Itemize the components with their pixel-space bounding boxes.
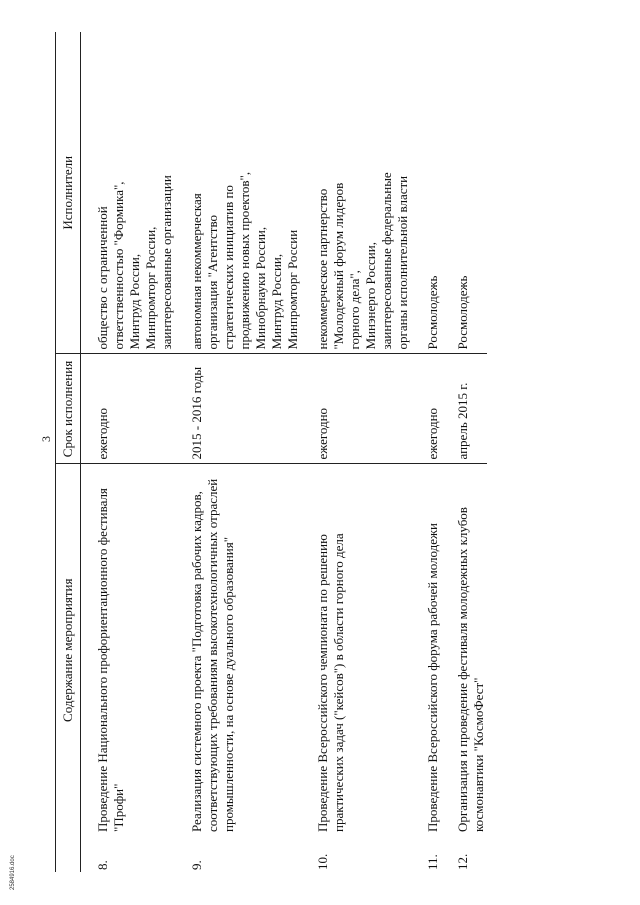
table-row (189, 32, 301, 872)
executor-line: стратегических инициатив по (221, 185, 236, 350)
executor-line: общество с ограниченной (95, 206, 110, 350)
row-number: 10. (315, 853, 330, 870)
row-number: 12. (455, 853, 470, 870)
executor-line: заинтересованные федеральные (379, 172, 394, 350)
row-description: Проведение Всероссийского форума рабочей молодежи (425, 523, 440, 832)
table-header-row (56, 32, 81, 872)
executor-line: горного дела", (347, 270, 362, 350)
executor-line: автономная некоммерческая (189, 193, 204, 350)
executor-line: некоммерческое партнерство (315, 188, 330, 350)
executor-line: Росмолодежь (425, 275, 440, 350)
executor-line: Минтруд России, (127, 253, 142, 350)
row-deadline: ежегодно (95, 354, 175, 464)
executor-line: организация "Агентство (205, 215, 220, 350)
executor-line: продвижению новых проектов", (237, 171, 252, 350)
page-number: 3 (39, 436, 53, 442)
row-number: 11. (425, 854, 440, 870)
header-deadline: Срок исполнения (56, 354, 81, 464)
table-row (455, 32, 487, 872)
executor-line: Минобрнауки России, (253, 226, 268, 350)
row-deadline: ежегодно (425, 354, 441, 464)
header-description: Содержание мероприятия (56, 464, 81, 836)
executor-line: Минэнерго России, (363, 242, 378, 350)
row-number: 9. (189, 860, 204, 870)
executor-line: органы исполнительной власти (395, 175, 410, 350)
executor-line: "Молодежный форум лидеров (331, 182, 346, 350)
row-deadline: ежегодно (315, 354, 411, 464)
executor-line: Росмолодежь (455, 275, 470, 350)
row-description: Организация и проведение фестиваля молодежных клубов космонавтики "КосмоФест" (455, 507, 486, 832)
header-number (56, 836, 81, 872)
executor-line: Минтруд России, (269, 253, 284, 350)
row-executors (425, 32, 441, 354)
row-description: Проведение Всероссийского чемпионата по решению практических задач ("кейсов") в области горного дела (315, 533, 346, 832)
row-executors (189, 32, 301, 354)
rotated-page (55, 32, 615, 872)
executor-line: ответственностью "Формика", (111, 181, 126, 350)
row-executors (455, 32, 487, 354)
row-number: 8. (95, 860, 110, 870)
document-filename: 2584916.doc (10, 855, 16, 890)
row-description: Реализация системного проекта "Подготовка рабочих кадров, соответствующих требованиям высокотехнологичных отраслей промышленности, на основе дуального образования" (189, 478, 236, 832)
table-row (95, 32, 175, 872)
table-row (425, 32, 441, 872)
row-description: Проведение Национального профориентационного фестиваля "Профи" (95, 488, 126, 832)
row-deadline: апрель 2015 г. (455, 354, 487, 464)
executor-line: Минпромторг России, (143, 226, 158, 350)
row-deadline: 2015 - 2016 годы (189, 354, 301, 464)
row-executors (315, 32, 411, 354)
events-table (55, 32, 487, 872)
table-row (315, 32, 411, 872)
executor-line: Минпромторг России (285, 229, 300, 350)
row-executors (95, 32, 175, 354)
executor-line: заинтересованные организации (159, 175, 174, 350)
header-executors: Исполнители (56, 32, 81, 354)
